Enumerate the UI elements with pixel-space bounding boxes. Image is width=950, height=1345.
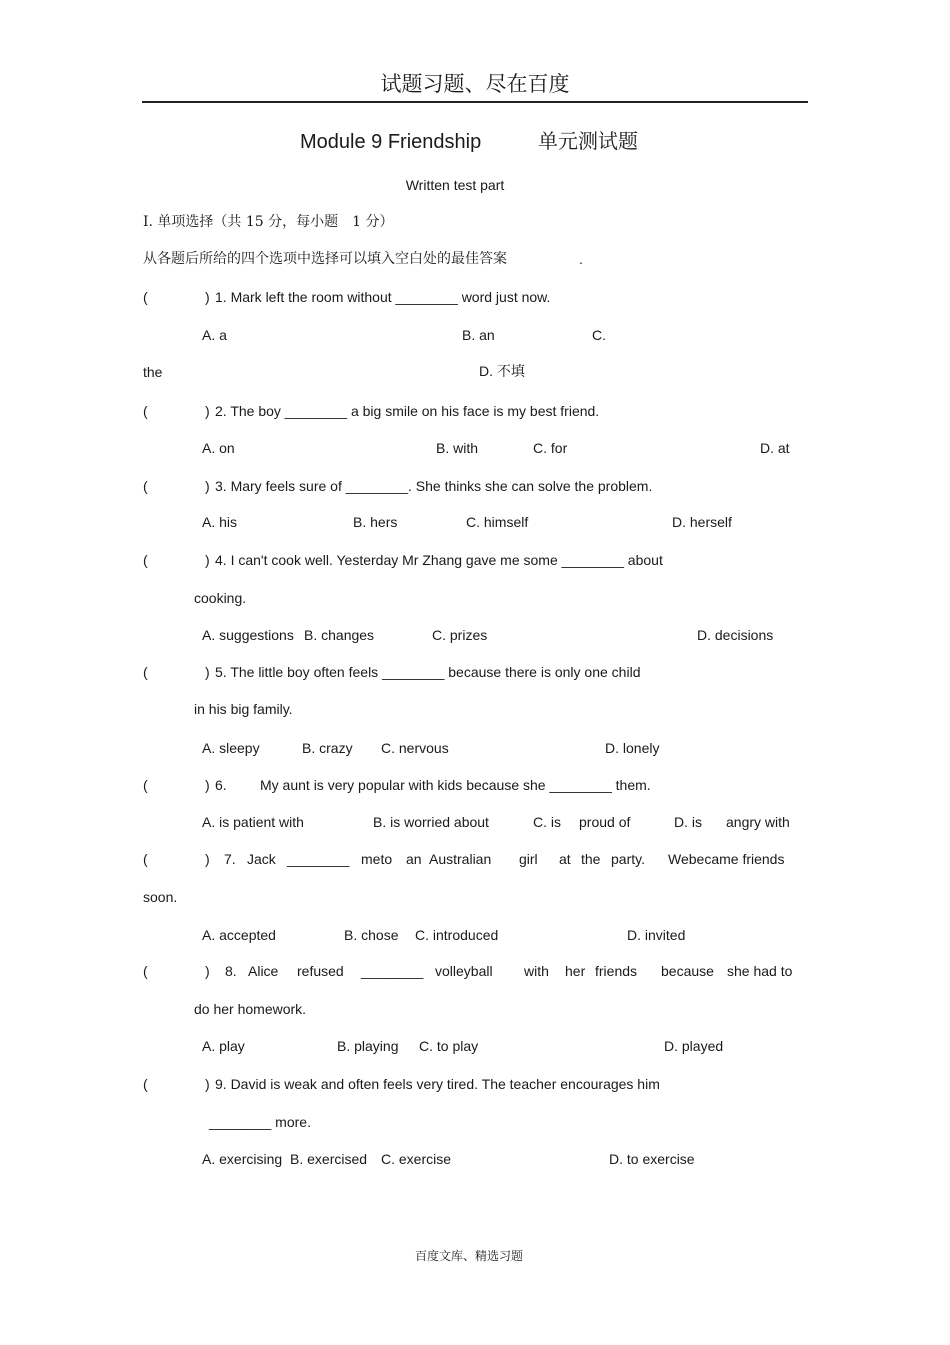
answer-paren-close: ) — [205, 403, 210, 419]
question-stem: 4. I can't cook well. Yesterday Mr Zhang gave me some ________ about — [215, 552, 663, 568]
question-stem-continued: in his big family. — [194, 701, 293, 717]
section-instruction-end: . — [579, 251, 583, 267]
answer-paren-close: ) — [205, 664, 210, 680]
option-d: D. 不填 — [479, 363, 525, 379]
question-stem-continued: do her homework. — [194, 1001, 307, 1017]
section-heading: Ⅰ. 单项选择（共 15 分，每小题 1 分） — [143, 214, 394, 230]
answer-paren-open: ( — [143, 1076, 148, 1092]
question-stem-continued: ________ more. — [209, 1114, 311, 1130]
answer-paren-close: ) — [205, 963, 210, 979]
option-b: B. chose — [344, 927, 399, 943]
option-b: B. an — [462, 327, 495, 343]
stem-word: 7. — [224, 851, 236, 867]
question-stem: 1. Mark left the room without ________ word just now. — [215, 289, 551, 305]
option-b: B. is worried about — [373, 814, 489, 830]
stem-word: because — [661, 963, 714, 979]
option-b: B. exercised — [290, 1151, 368, 1167]
answer-paren-open: ( — [143, 851, 148, 867]
answer-paren-open: ( — [143, 552, 148, 568]
option-b: B. hers — [353, 514, 398, 530]
option-a: A. is patient with — [202, 814, 304, 830]
stem-word: an — [406, 851, 422, 867]
option-a: A. his — [202, 514, 238, 530]
stem-blank: ________ — [287, 851, 350, 867]
stem-word: Webecame friends — [668, 851, 785, 867]
question-stem: 5. The little boy often feels ________ because there is only one child — [215, 664, 641, 680]
option-d: D. decisions — [697, 627, 774, 643]
option-c: C. introduced — [415, 927, 499, 943]
option-c: C. is — [533, 814, 561, 830]
stem-word: 8. — [225, 963, 237, 979]
stem-word: Australian — [429, 851, 492, 867]
option-c: C. nervous — [381, 740, 449, 756]
option-c: C. himself — [466, 514, 529, 530]
question-stem-continued: soon. — [143, 889, 178, 905]
option-b: B. with — [436, 440, 479, 456]
stem-word: meto — [361, 851, 393, 867]
stem-word: friends — [595, 963, 638, 979]
stem-word: Alice — [248, 963, 279, 979]
answer-paren-close: ) — [205, 289, 210, 305]
stem-word: Jack — [247, 851, 276, 867]
option-c: C. to play — [419, 1038, 479, 1054]
header-divider — [142, 101, 808, 103]
option-d: D. is — [674, 814, 702, 830]
answer-paren-close: ) — [205, 478, 210, 494]
option-d: D. at — [760, 440, 790, 456]
option-a: A. exercising — [202, 1151, 283, 1167]
option-c-text: proud of — [579, 814, 631, 830]
option-d-text: angry with — [726, 814, 790, 830]
stem-word: the — [581, 851, 601, 867]
answer-paren-close: ) — [205, 1076, 210, 1092]
answer-paren-open: ( — [143, 963, 148, 979]
document-subtitle: Written test part — [405, 177, 505, 193]
option-c-overflow: the — [143, 364, 163, 380]
option-a: A. sleepy — [202, 740, 260, 756]
question-stem: 3. Mary feels sure of ________. She thinks she can solve the problem. — [215, 478, 653, 494]
option-c: C. — [592, 327, 606, 343]
option-a: A. play — [202, 1038, 245, 1054]
stem-word: party. — [611, 851, 645, 867]
answer-paren-open: ( — [143, 403, 148, 419]
option-c: C. prizes — [432, 627, 488, 643]
option-b: B. changes — [304, 627, 375, 643]
option-c: C. exercise — [381, 1151, 452, 1167]
answer-paren-open: ( — [143, 478, 148, 494]
stem-word: at — [559, 851, 571, 867]
option-a: A. suggestions — [202, 627, 294, 643]
stem-word: girl — [519, 851, 538, 867]
document-title-cn: 单元测试题 — [538, 129, 638, 153]
question-stem: 2. The boy ________ a big smile on his face is my best friend. — [215, 403, 600, 419]
answer-paren-close: ) — [205, 777, 210, 793]
answer-paren-close: ) — [205, 851, 210, 867]
option-b: B. playing — [337, 1038, 399, 1054]
page-footer: 百度文库、精选习题 — [414, 1249, 523, 1263]
answer-paren-open: ( — [143, 664, 148, 680]
stem-blank: ________ — [361, 963, 424, 979]
option-d: D. lonely — [605, 740, 660, 756]
question-stem: My aunt is very popular with kids because she ________ them. — [260, 777, 651, 793]
question-stem: 9. David is weak and often feels very tired. The teacher encourages him — [215, 1076, 660, 1092]
option-d: D. invited — [627, 927, 686, 943]
question-number: 6. — [215, 777, 227, 793]
stem-word: with — [524, 963, 549, 979]
option-d: D. herself — [672, 514, 732, 530]
option-a: A. on — [202, 440, 235, 456]
option-b: B. crazy — [302, 740, 353, 756]
stem-word: volleyball — [435, 963, 493, 979]
document-title: Module 9 Friendship — [300, 131, 482, 153]
section-instruction: 从各题后所给的四个选项中选择可以填入空白处的最佳答案 — [143, 251, 507, 267]
option-d: D. to exercise — [609, 1151, 695, 1167]
answer-paren-open: ( — [143, 289, 148, 305]
option-c: C. for — [533, 440, 568, 456]
stem-word: she had to — [727, 963, 793, 979]
answer-paren-open: ( — [143, 777, 148, 793]
option-a: A. a — [202, 327, 227, 343]
answer-paren-close: ) — [205, 552, 210, 568]
question-stem-continued: cooking. — [194, 590, 247, 606]
page-header-title: 试题习题、尽在百度 — [380, 72, 570, 96]
stem-word: refused — [297, 963, 344, 979]
option-a: A. accepted — [202, 927, 276, 943]
stem-word: her — [565, 963, 586, 979]
option-d: D. played — [664, 1038, 724, 1054]
